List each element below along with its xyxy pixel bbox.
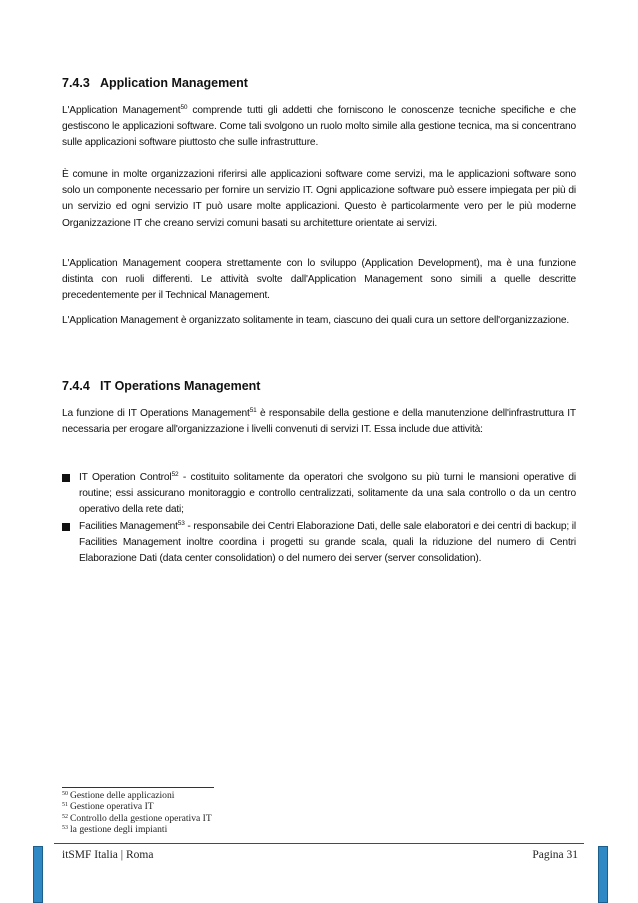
section-title: Application Management [100, 76, 248, 90]
footer-organization: itSMF Italia | Roma [62, 849, 154, 861]
footnote-number: 52 [62, 813, 68, 820]
page-number: Pagina 31 [532, 849, 578, 861]
footnote-text: la gestione degli impianti [70, 823, 168, 835]
footnote-number: 53 [62, 824, 68, 831]
paragraph-text: è responsabile della gestione e della manutenzione dell'infrastruttura IT necessaria per erogare all'organizzazione i livelli convenuti di servizi IT. Essa include due attività: [62, 408, 576, 436]
paragraph-it-operations-intro [62, 406, 576, 438]
paragraph-text: comprende tutti gli addetti che forniscono le conoscenze tecniche specifiche e che gestiscono le applicazioni software. Come tali svolgono un ruolo molto simile alla gestione tecnica, ma si concentrano sulle applicazioni software piuttosto che sulle infrastrutture. [62, 105, 576, 149]
list-item-text: IT Operation Control [79, 472, 172, 483]
footnote-ref-52[interactable]: 52 [171, 471, 179, 478]
footer-divider [54, 843, 584, 844]
footnote-separator [62, 787, 214, 788]
paragraph-application-management-3: L'Application Management coopera strettamente con lo sviluppo (Application Development), ma è una funzione distinta con ruoli differenti. Le attività svolte dall'Application Management sono simili a quelle descritte precedentemente per il Technical Management. [62, 258, 576, 302]
list-item-facilities-management [62, 519, 576, 568]
paragraph-application-management-2: È comune in molte organizzazioni riferirsi alle applicazioni software come servizi, ma le applicazioni software sono solo un componente necessario per fornire un servizio IT. Ogni applicazione software può essere impiegata per più di un servizio ed ogni servizio IT può usare molte applicazioni. Questo è particolarmente vero per le più moderne Organizzazione IT che creano servizi comuni basati su architetture orientate ai servizi. [62, 169, 576, 229]
footnote-ref-50[interactable]: 50 [180, 104, 188, 111]
activities-list [62, 470, 576, 567]
paragraph-text: L'Application Management [62, 105, 181, 116]
section-number: 7.4.4 [62, 379, 90, 393]
paragraph-application-management-1 [62, 103, 576, 152]
footnotes [62, 790, 212, 835]
section-heading-application-management [62, 76, 248, 90]
footer-accent-bar-right [598, 846, 608, 903]
footnote-ref-51[interactable]: 51 [249, 407, 257, 414]
footnote-text: Gestione operativa IT [70, 801, 154, 813]
list-item-text: - responsabile dei Centri Elaborazione Dati, delle sale elaboratori e dei centri di backup; il Facilities Management inoltre coordina i progetti su grande scala, quali la riduzione del numero di Centri Elaborazione Dati (data center consolidation) o del numero dei server (server consolidation). [79, 520, 576, 565]
section-title: IT Operations Management [100, 379, 261, 393]
section-heading-it-operations-management [62, 379, 260, 393]
list-item-text: Facilities Management [79, 520, 178, 532]
footnote-53 [62, 824, 212, 835]
footnote-text: Controllo della gestione operativa IT [70, 812, 212, 824]
square-bullet-icon [62, 523, 70, 531]
footer-accent-bar-left [33, 846, 43, 903]
square-bullet-icon [62, 474, 70, 482]
footnote-52 [62, 813, 212, 824]
footnote-text: Gestione delle applicazioni [70, 790, 175, 801]
list-item-text: - costituito solitamente da operatori che svolgono su più turni le mansioni operative di routine; essi assicurano monitoraggio e controllo centralizzati, solitamente da una sala controllo o da un centro operativo della rete dati; [79, 472, 576, 516]
paragraph-application-management-4: L'Application Management è organizzato solitamente in team, ciascuno dei quali cura un settore dell'organizzazione. [62, 315, 570, 326]
section-number: 7.4.3 [62, 76, 90, 90]
footnote-number: 51 [62, 802, 68, 809]
list-item-it-operation-control [62, 470, 576, 519]
footnote-51 [62, 801, 212, 812]
paragraph-text: La funzione di IT Operations Management [62, 408, 250, 419]
footnote-ref-53[interactable]: 53 [177, 519, 185, 527]
footnote-50 [62, 790, 212, 801]
footnote-number: 50 [62, 791, 68, 797]
